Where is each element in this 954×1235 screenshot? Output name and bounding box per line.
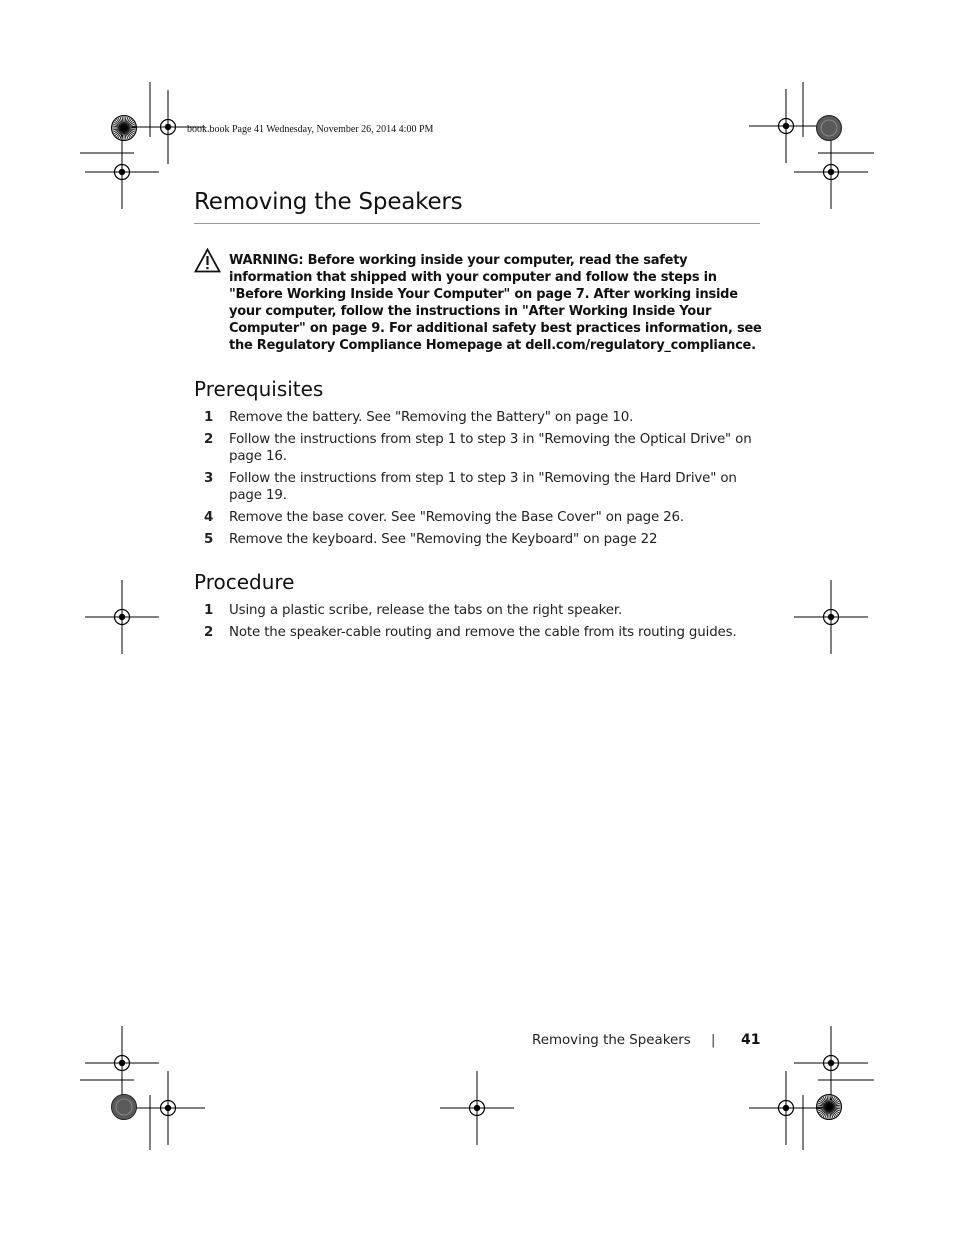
crosshair-mark [783, 1105, 789, 1111]
warning-text: WARNING: Before working inside your computer, read the safety information that shipped with your computer and follow the steps in "Before Working Inside Your Computer" on page 7. After working inside your computer, follow the instructions in "After Working Inside Your Computer" on page 9. For additional safety best practices information, see the Regulatory Compliance Homepage at dell.com/regulatory_compliance. [229, 253, 762, 353]
footer-separator: | [711, 1033, 716, 1048]
procedure-step [194, 602, 754, 619]
step-text: Note the speaker-cable routing and remove the cable from its routing guides. [229, 625, 737, 640]
prerequisite-step [194, 531, 754, 548]
step-number: 2 [204, 432, 214, 447]
page-number: 41 [741, 1032, 761, 1048]
prerequisite-step [194, 431, 754, 465]
crosshair-mark [165, 1105, 171, 1111]
step-number: 3 [204, 471, 214, 486]
step-number: 5 [204, 532, 214, 547]
prerequisites-heading: Prerequisites [194, 377, 324, 401]
grey-disc-mark [817, 116, 842, 141]
procedure-heading: Procedure [194, 570, 295, 594]
step-text: Using a plastic scribe, release the tabs on the right speaker. [229, 603, 623, 618]
step-number: 2 [204, 625, 214, 640]
crosshair-mark [828, 614, 834, 620]
step-text: Follow the instructions from step 1 to step 3 in "Removing the Optical Drive" on page 16. [229, 432, 752, 464]
step-number: 1 [204, 410, 214, 425]
crosshair-mark [119, 614, 125, 620]
print-header: book.book Page 41 Wednesday, November 26, 2014 4:00 PM [187, 124, 434, 135]
crosshair-mark [474, 1105, 480, 1111]
crosshair-mark [828, 1060, 834, 1066]
procedure-step [194, 624, 754, 641]
crosshair-mark [119, 1060, 125, 1066]
prerequisite-step [194, 470, 754, 504]
step-text: Follow the instructions from step 1 to step 3 in "Removing the Hard Drive" on page 19. [229, 471, 737, 503]
footer-section-title: Removing the Speakers [532, 1033, 691, 1048]
step-number: 4 [204, 510, 214, 525]
warning-triangle-icon [194, 248, 221, 273]
crosshair-mark [828, 169, 834, 175]
crosshair-mark [119, 169, 125, 175]
page-title: Removing the Speakers [194, 189, 463, 215]
step-number: 1 [204, 603, 214, 618]
grey-disc-mark [112, 1095, 137, 1120]
title-rule [194, 223, 760, 224]
step-text: Remove the base cover. See "Removing the Base Cover" on page 26. [229, 510, 685, 525]
step-text: Remove the keyboard. See "Removing the Keyboard" on page 22 [229, 532, 658, 547]
step-text: Remove the battery. See "Removing the Battery" on page 10. [229, 410, 634, 425]
crosshair-mark [783, 123, 789, 129]
crosshair-mark [165, 124, 171, 130]
prerequisite-step [194, 409, 754, 426]
prerequisite-step [194, 509, 754, 526]
prerequisites-list [194, 409, 754, 553]
procedure-list [194, 602, 754, 646]
